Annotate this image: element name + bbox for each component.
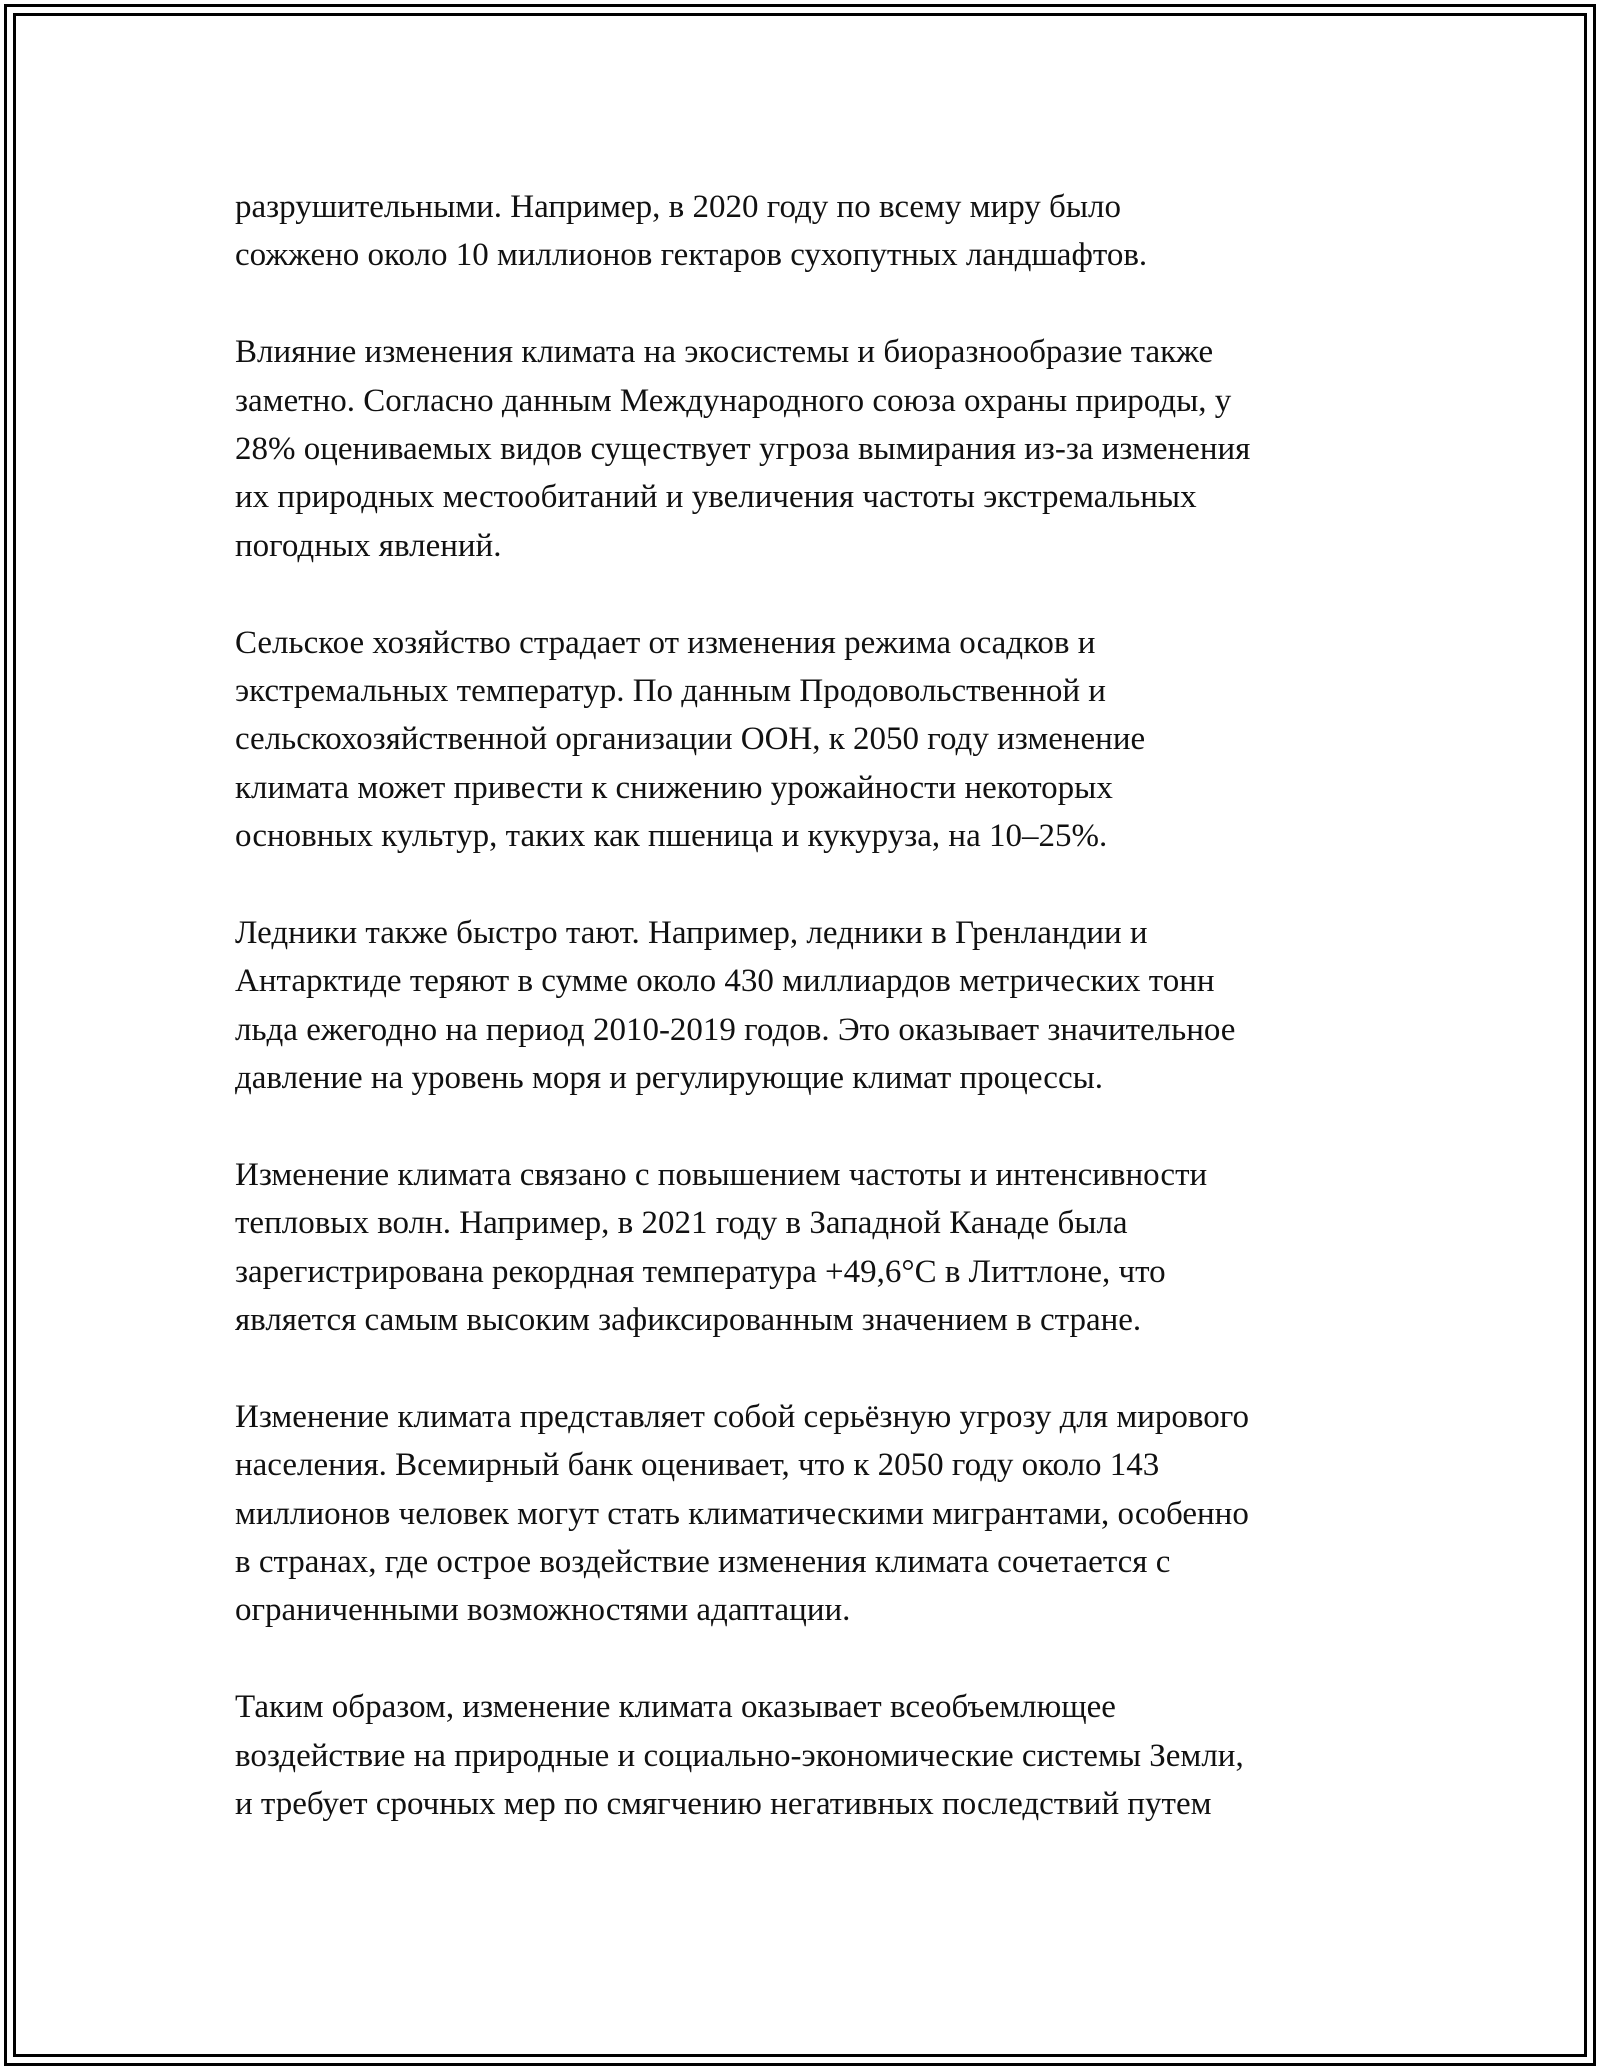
text-line: льда ежегодно на период 2010-2019 годов. Это оказывает значительное (235, 1011, 1236, 1048)
paragraph (235, 1683, 1385, 1828)
paragraph (235, 619, 1385, 861)
text-line: тепловых волн. Например, в 2021 году в Западной Канаде была (235, 1205, 1128, 1242)
text-line: в странах, где острое воздействие изменения климата сочетается с (235, 1543, 1171, 1580)
text-line: Таким образом, изменение климата оказывает всеобъемлющее (235, 1689, 1116, 1726)
text-line: их природных местообитаний и увеличения частоты экстремальных (235, 479, 1197, 516)
text-line: миллионов человек могут стать климатическими мигрантами, особенно (235, 1495, 1249, 1532)
text-line: заметно. Согласно данным Международного союза охраны природы, у (235, 382, 1232, 419)
text-line: 28% оцениваемых видов существует угроза вымирания из-за изменения (235, 430, 1251, 467)
text-line: сожжено около 10 миллионов гектаров сухопутных ландшафтов. (235, 237, 1148, 274)
text-line: сельскохозяйственной организации ООН, к 2050 году изменение (235, 721, 1146, 758)
text-line: является самым высоким зафиксированным значением в стране. (235, 1301, 1142, 1338)
paragraph (235, 909, 1385, 1103)
text-line: экстремальных температур. По данным Продовольственной и (235, 672, 1106, 709)
text-line: и требует срочных мер по смягчению негативных последствий путем (235, 1785, 1212, 1822)
text-line: населения. Всемирный банк оценивает, что к 2050 году около 143 (235, 1447, 1160, 1484)
text-line: климата может привести к снижению урожайности некоторых (235, 769, 1113, 806)
text-line: погодных явлений. (235, 527, 502, 564)
text-line: Сельское хозяйство страдает от изменения режима осадков и (235, 624, 1096, 661)
paragraph (235, 1151, 1385, 1345)
text-line: Ледники также быстро тают. Например, ледники в Гренландии и (235, 914, 1148, 951)
text-line: давление на уровень моря и регулирующие климат процессы. (235, 1060, 1104, 1097)
text-line: Влияние изменения климата на экосистемы и биоразнообразие также (235, 334, 1214, 371)
paragraph (235, 328, 1385, 570)
text-line: ограниченными возможностями адаптации. (235, 1592, 851, 1629)
text-line: основных культур, таких как пшеница и кукуруза, на 10–25%. (235, 818, 1108, 855)
text-line: зарегистрирована рекордная температура +49,6°C в Литтлоне, что (235, 1253, 1166, 1290)
text-line: разрушительными. Например, в 2020 году по всему миру было (235, 189, 1121, 225)
paragraph (235, 183, 1385, 280)
text-line: Изменение климата представляет собой серьёзную угрозу для мирового (235, 1398, 1249, 1435)
text-line: Антарктиде теряют в сумме около 430 миллиардов метрических тонн (235, 963, 1215, 1000)
document-body (235, 183, 1385, 1877)
text-line: Изменение климата связано с повышением частоты и интенсивности (235, 1156, 1208, 1193)
paragraph (235, 1393, 1385, 1635)
text-line: воздействие на природные и социально-экономические системы Земли, (235, 1737, 1244, 1774)
